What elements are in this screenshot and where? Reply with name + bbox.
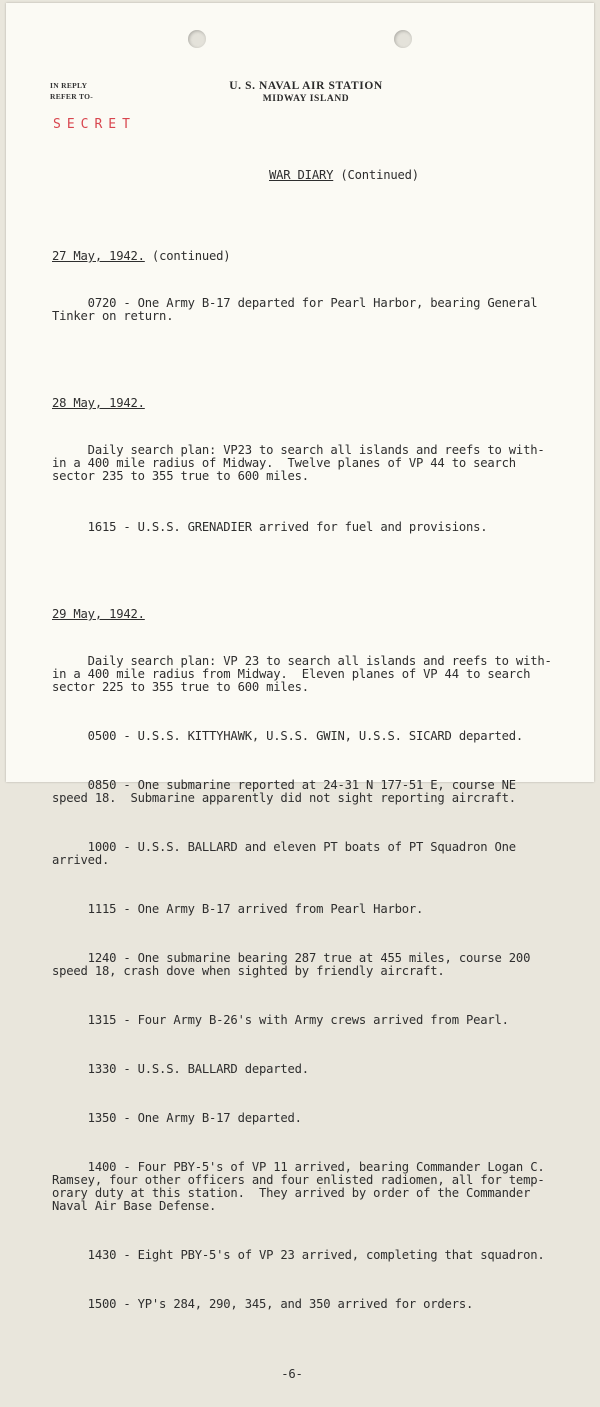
reply-line-1: IN REPLY	[50, 81, 88, 90]
date-text: 29 May, 1942.	[52, 607, 145, 621]
punch-hole-right	[394, 30, 412, 48]
letterhead	[186, 79, 426, 106]
diary-entry: Daily search plan: VP 23 to search all islands and reefs to with- in a 400 mile radius from Midway. Eleven planes of VP 44 to search sector 225 to 355 true to 600 miles.	[52, 654, 552, 694]
diary-entry: 1000 - U.S.S. BALLARD and eleven PT boats of PT Squadron One arrived.	[52, 840, 516, 867]
date-suffix: (continued)	[144, 249, 231, 263]
diary-entry: 0720 - One Army B-17 departed for Pearl Harbor, bearing General Tinker on return.	[52, 296, 538, 323]
diary-body	[52, 140, 587, 1407]
diary-entry: 0850 - One submarine reported at 24-31 N 177-51 E, course NE speed 18. Submarine apparently did not sight reporting aircraft.	[52, 778, 516, 805]
diary-entry: 1430 - Eight PBY-5's of VP 23 arrived, completing that squadron.	[52, 1248, 545, 1262]
document-page	[6, 3, 594, 1381]
station-name: U. S. NAVAL AIR STATION	[229, 80, 383, 92]
date-heading	[52, 608, 587, 621]
reply-reference	[50, 80, 93, 102]
diary-entry: 1350 - One Army B-17 departed.	[52, 1111, 302, 1125]
diary-entry: Daily search plan: VP23 to search all islands and reefs to with- in a 400 mile radius of Midway. Twelve planes of VP 44 to search sector 235 to 355 true to 600 miles.	[52, 443, 545, 483]
diary-entry: 1315 - Four Army B-26's with Army crews arrived from Pearl.	[52, 1013, 509, 1027]
date-text: 27 May, 1942.	[52, 249, 145, 263]
station-location: MIDWAY ISLAND	[262, 94, 350, 104]
diary-entry: 1330 - U.S.S. BALLARD departed.	[52, 1062, 309, 1076]
diary-entry: 1400 - Four PBY-5's of VP 11 arrived, bearing Commander Logan C. Ramsey, four other officers and four enlisted radiomen, all for temp- orary duty at this station. They arrived by order of the Commander Naval Air Base Defense.	[52, 1160, 545, 1213]
diary-entry: 1500 - YP's 284, 290, 345, and 350 arrived for orders.	[52, 1297, 474, 1311]
page-number: -6-	[281, 1367, 303, 1381]
diary-entry: 1115 - One Army B-17 arrived from Pearl Harbor.	[52, 902, 424, 916]
classification-stamp: SECRET	[53, 117, 136, 132]
diary-title-suffix: (Continued)	[333, 168, 419, 182]
date-heading	[52, 250, 587, 263]
date-text: 28 May, 1942.	[52, 396, 145, 410]
date-heading	[52, 397, 587, 410]
reply-line-2: REFER TO-	[50, 92, 94, 101]
diary-entry: 1240 - One submarine bearing 287 true at 455 miles, course 200 speed 18, crash dove when sighted by friendly aircraft.	[52, 951, 531, 978]
diary-title: WAR DIARY	[269, 168, 334, 182]
diary-entry: 0500 - U.S.S. KITTYHAWK, U.S.S. GWIN, U.S.S. SICARD departed.	[52, 729, 524, 743]
punch-hole-left	[188, 30, 206, 48]
diary-entry: 1615 - U.S.S. GRENADIER arrived for fuel and provisions.	[52, 520, 488, 534]
diary-heading	[52, 169, 587, 182]
